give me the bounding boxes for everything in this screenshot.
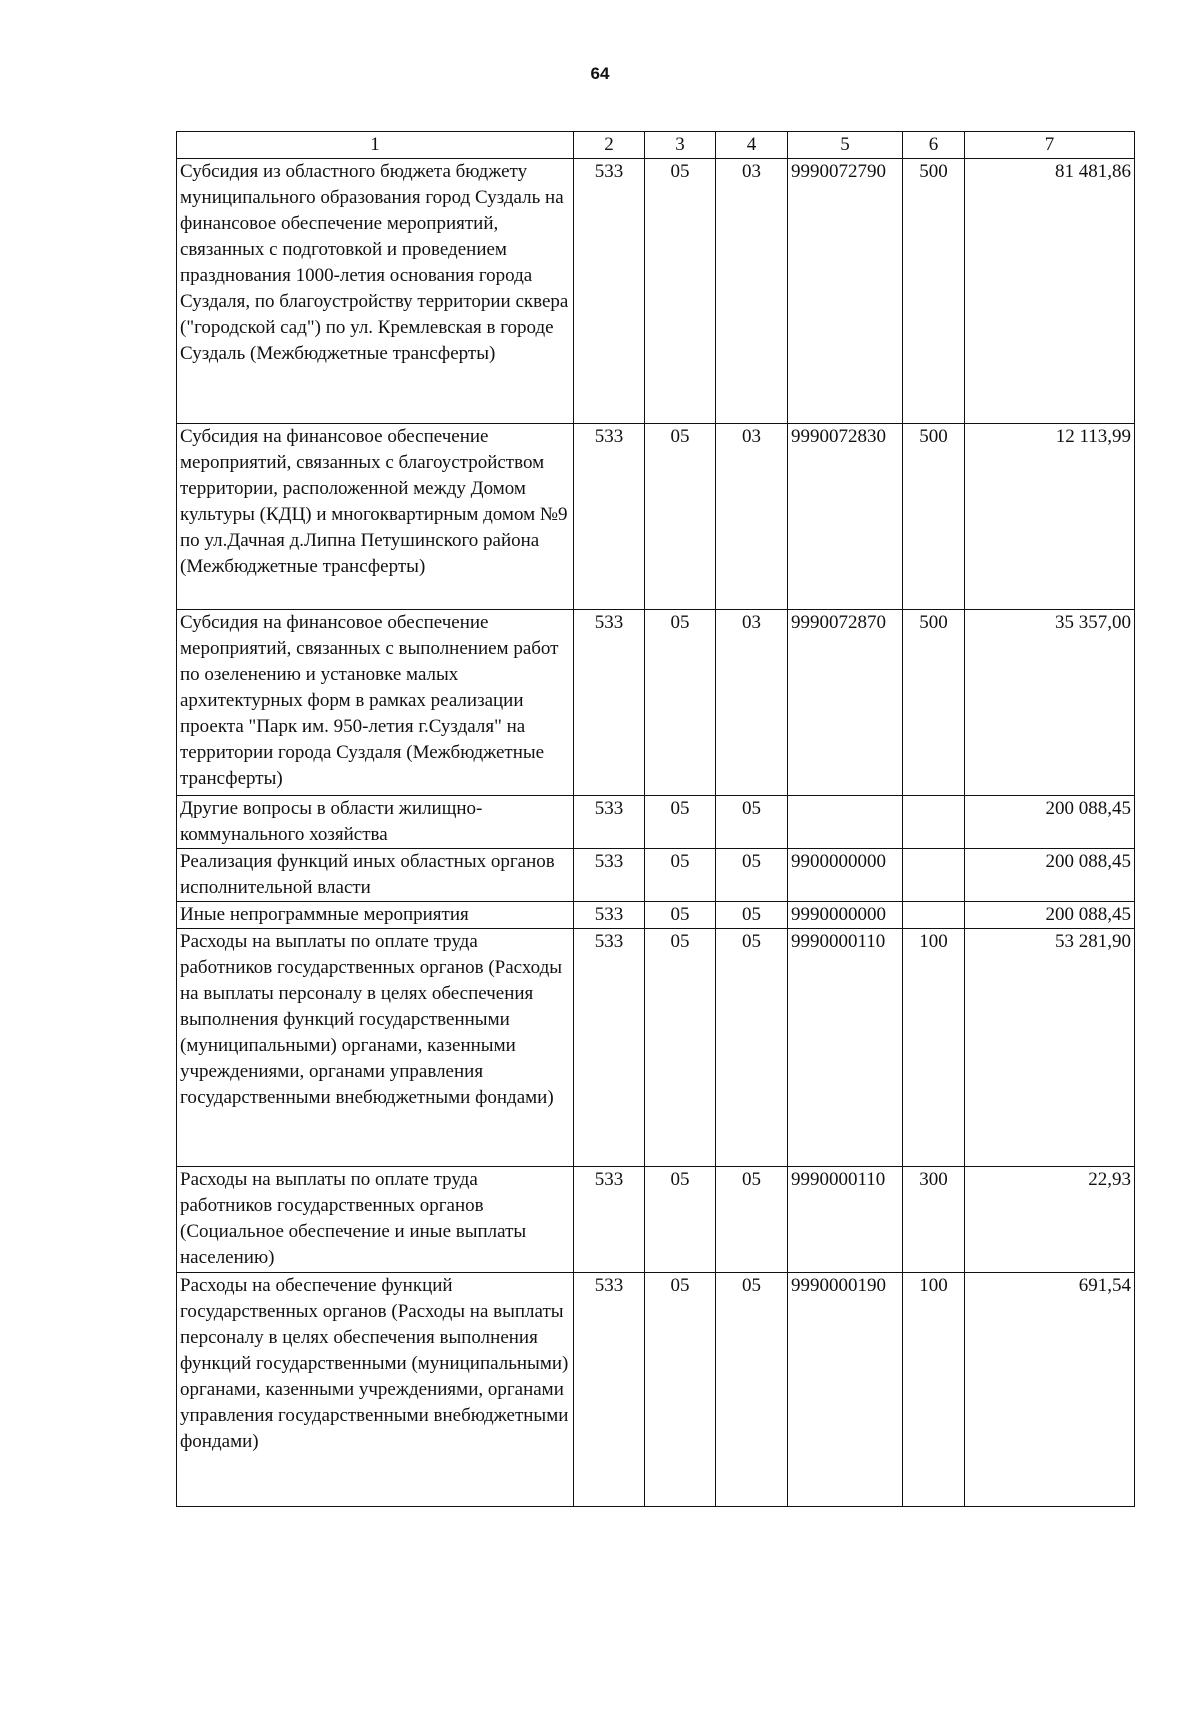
row-ved: 533 [574, 159, 645, 424]
table-row [177, 1273, 1135, 1507]
row-pr: 03 [716, 159, 788, 424]
budget-table [176, 131, 1135, 1507]
row-sum: 22,93 [965, 1167, 1135, 1273]
row-rz: 05 [645, 849, 716, 902]
row-rz: 05 [645, 424, 716, 610]
row-name: Расходы на выплаты по оплате труда работников государственных органов (Социальное обеспечение и иные выплаты населению) [177, 1167, 574, 1273]
column-number-pr: 4 [716, 132, 788, 159]
table-row [177, 610, 1135, 796]
row-rz: 05 [645, 929, 716, 1167]
row-vr: 100 [903, 929, 965, 1167]
row-ved: 533 [574, 796, 645, 849]
table-row [177, 1167, 1135, 1273]
row-pr: 05 [716, 849, 788, 902]
row-rz: 05 [645, 796, 716, 849]
row-name: Расходы на обеспечение функций государственных органов (Расходы на выплаты персоналу в целях обеспечения выполнения функций государственными (муниципальными) органами, казенными учреждениями, органами управления государственными внебюджетными фондами) [177, 1273, 574, 1507]
table-row [177, 902, 1135, 929]
row-ved: 533 [574, 929, 645, 1167]
row-csr: 9990072870 [788, 610, 903, 796]
row-csr: 9990000110 [788, 1167, 903, 1273]
row-pr: 05 [716, 929, 788, 1167]
table-row [177, 159, 1135, 424]
row-vr: 100 [903, 1273, 965, 1507]
row-vr [903, 902, 965, 929]
row-name: Расходы на выплаты по оплате труда работников государственных органов (Расходы на выплаты персоналу в целях обеспечения выполнения функций государственными (муниципальными) органами, казенными учреждениями, органами управления государственными внебюджетными фондами) [177, 929, 574, 1167]
column-number-rz: 3 [645, 132, 716, 159]
row-pr: 03 [716, 610, 788, 796]
row-name: Иные непрограммные мероприятия [177, 902, 574, 929]
row-csr: 9990072830 [788, 424, 903, 610]
row-sum: 81 481,86 [965, 159, 1135, 424]
row-ved: 533 [574, 849, 645, 902]
row-ved: 533 [574, 1273, 645, 1507]
row-sum: 12 113,99 [965, 424, 1135, 610]
row-name: Реализация функций иных областных органов исполнительной власти [177, 849, 574, 902]
row-vr: 500 [903, 159, 965, 424]
row-ved: 533 [574, 424, 645, 610]
table-header-row [177, 132, 1135, 159]
row-pr: 05 [716, 796, 788, 849]
row-vr: 500 [903, 610, 965, 796]
row-pr: 05 [716, 1273, 788, 1507]
row-vr [903, 796, 965, 849]
row-name: Другие вопросы в области жилищно-коммунального хозяйства [177, 796, 574, 849]
column-number-name: 1 [177, 132, 574, 159]
row-csr: 9990072790 [788, 159, 903, 424]
row-pr: 05 [716, 902, 788, 929]
table-row [177, 929, 1135, 1167]
row-sum: 200 088,45 [965, 902, 1135, 929]
row-rz: 05 [645, 159, 716, 424]
table-row [177, 424, 1135, 610]
row-sum: 200 088,45 [965, 849, 1135, 902]
column-number-sum: 7 [965, 132, 1135, 159]
row-rz: 05 [645, 610, 716, 796]
column-number-csr: 5 [788, 132, 903, 159]
row-pr: 03 [716, 424, 788, 610]
row-ved: 533 [574, 902, 645, 929]
row-rz: 05 [645, 1167, 716, 1273]
column-number-vr: 6 [903, 132, 965, 159]
row-sum: 200 088,45 [965, 796, 1135, 849]
row-rz: 05 [645, 1273, 716, 1507]
row-name: Субсидия на финансовое обеспечение мероприятий, связанных с благоустройством территории, расположенной между Домом культуры (КДЦ) и многоквартирным домом №9 по ул.Дачная д.Липна Петушинского района (Межбюджетные трансферты) [177, 424, 574, 610]
row-name: Субсидия на финансовое обеспечение мероприятий, связанных с выполнением работ по озеленению и установке малых архитектурных форм в рамках реализации проекта "Парк им. 950-летия г.Суздаля" на территории города Суздаля (Межбюджетные трансферты) [177, 610, 574, 796]
row-rz: 05 [645, 902, 716, 929]
table-row [177, 849, 1135, 902]
row-sum: 53 281,90 [965, 929, 1135, 1167]
column-number-ved: 2 [574, 132, 645, 159]
row-csr: 9900000000 [788, 849, 903, 902]
row-csr: 9990000190 [788, 1273, 903, 1507]
row-sum: 35 357,00 [965, 610, 1135, 796]
row-sum: 691,54 [965, 1273, 1135, 1507]
table-row [177, 796, 1135, 849]
row-vr [903, 849, 965, 902]
page-number: 64 [590, 64, 610, 83]
row-csr [788, 796, 903, 849]
row-ved: 533 [574, 1167, 645, 1273]
row-ved: 533 [574, 610, 645, 796]
row-csr: 9990000000 [788, 902, 903, 929]
row-vr: 500 [903, 424, 965, 610]
row-name: Субсидия из областного бюджета бюджету муниципального образования город Суздаль на финансовое обеспечение мероприятий, связанных с подготовкой и проведением празднования 1000-летия основания города Суздаля, по благоустройству территории сквера ("городской сад") по ул. Кремлевская в городе Суздаль (Межбюджетные трансферты) [177, 159, 574, 424]
row-vr: 300 [903, 1167, 965, 1273]
row-pr: 05 [716, 1167, 788, 1273]
row-csr: 9990000110 [788, 929, 903, 1167]
